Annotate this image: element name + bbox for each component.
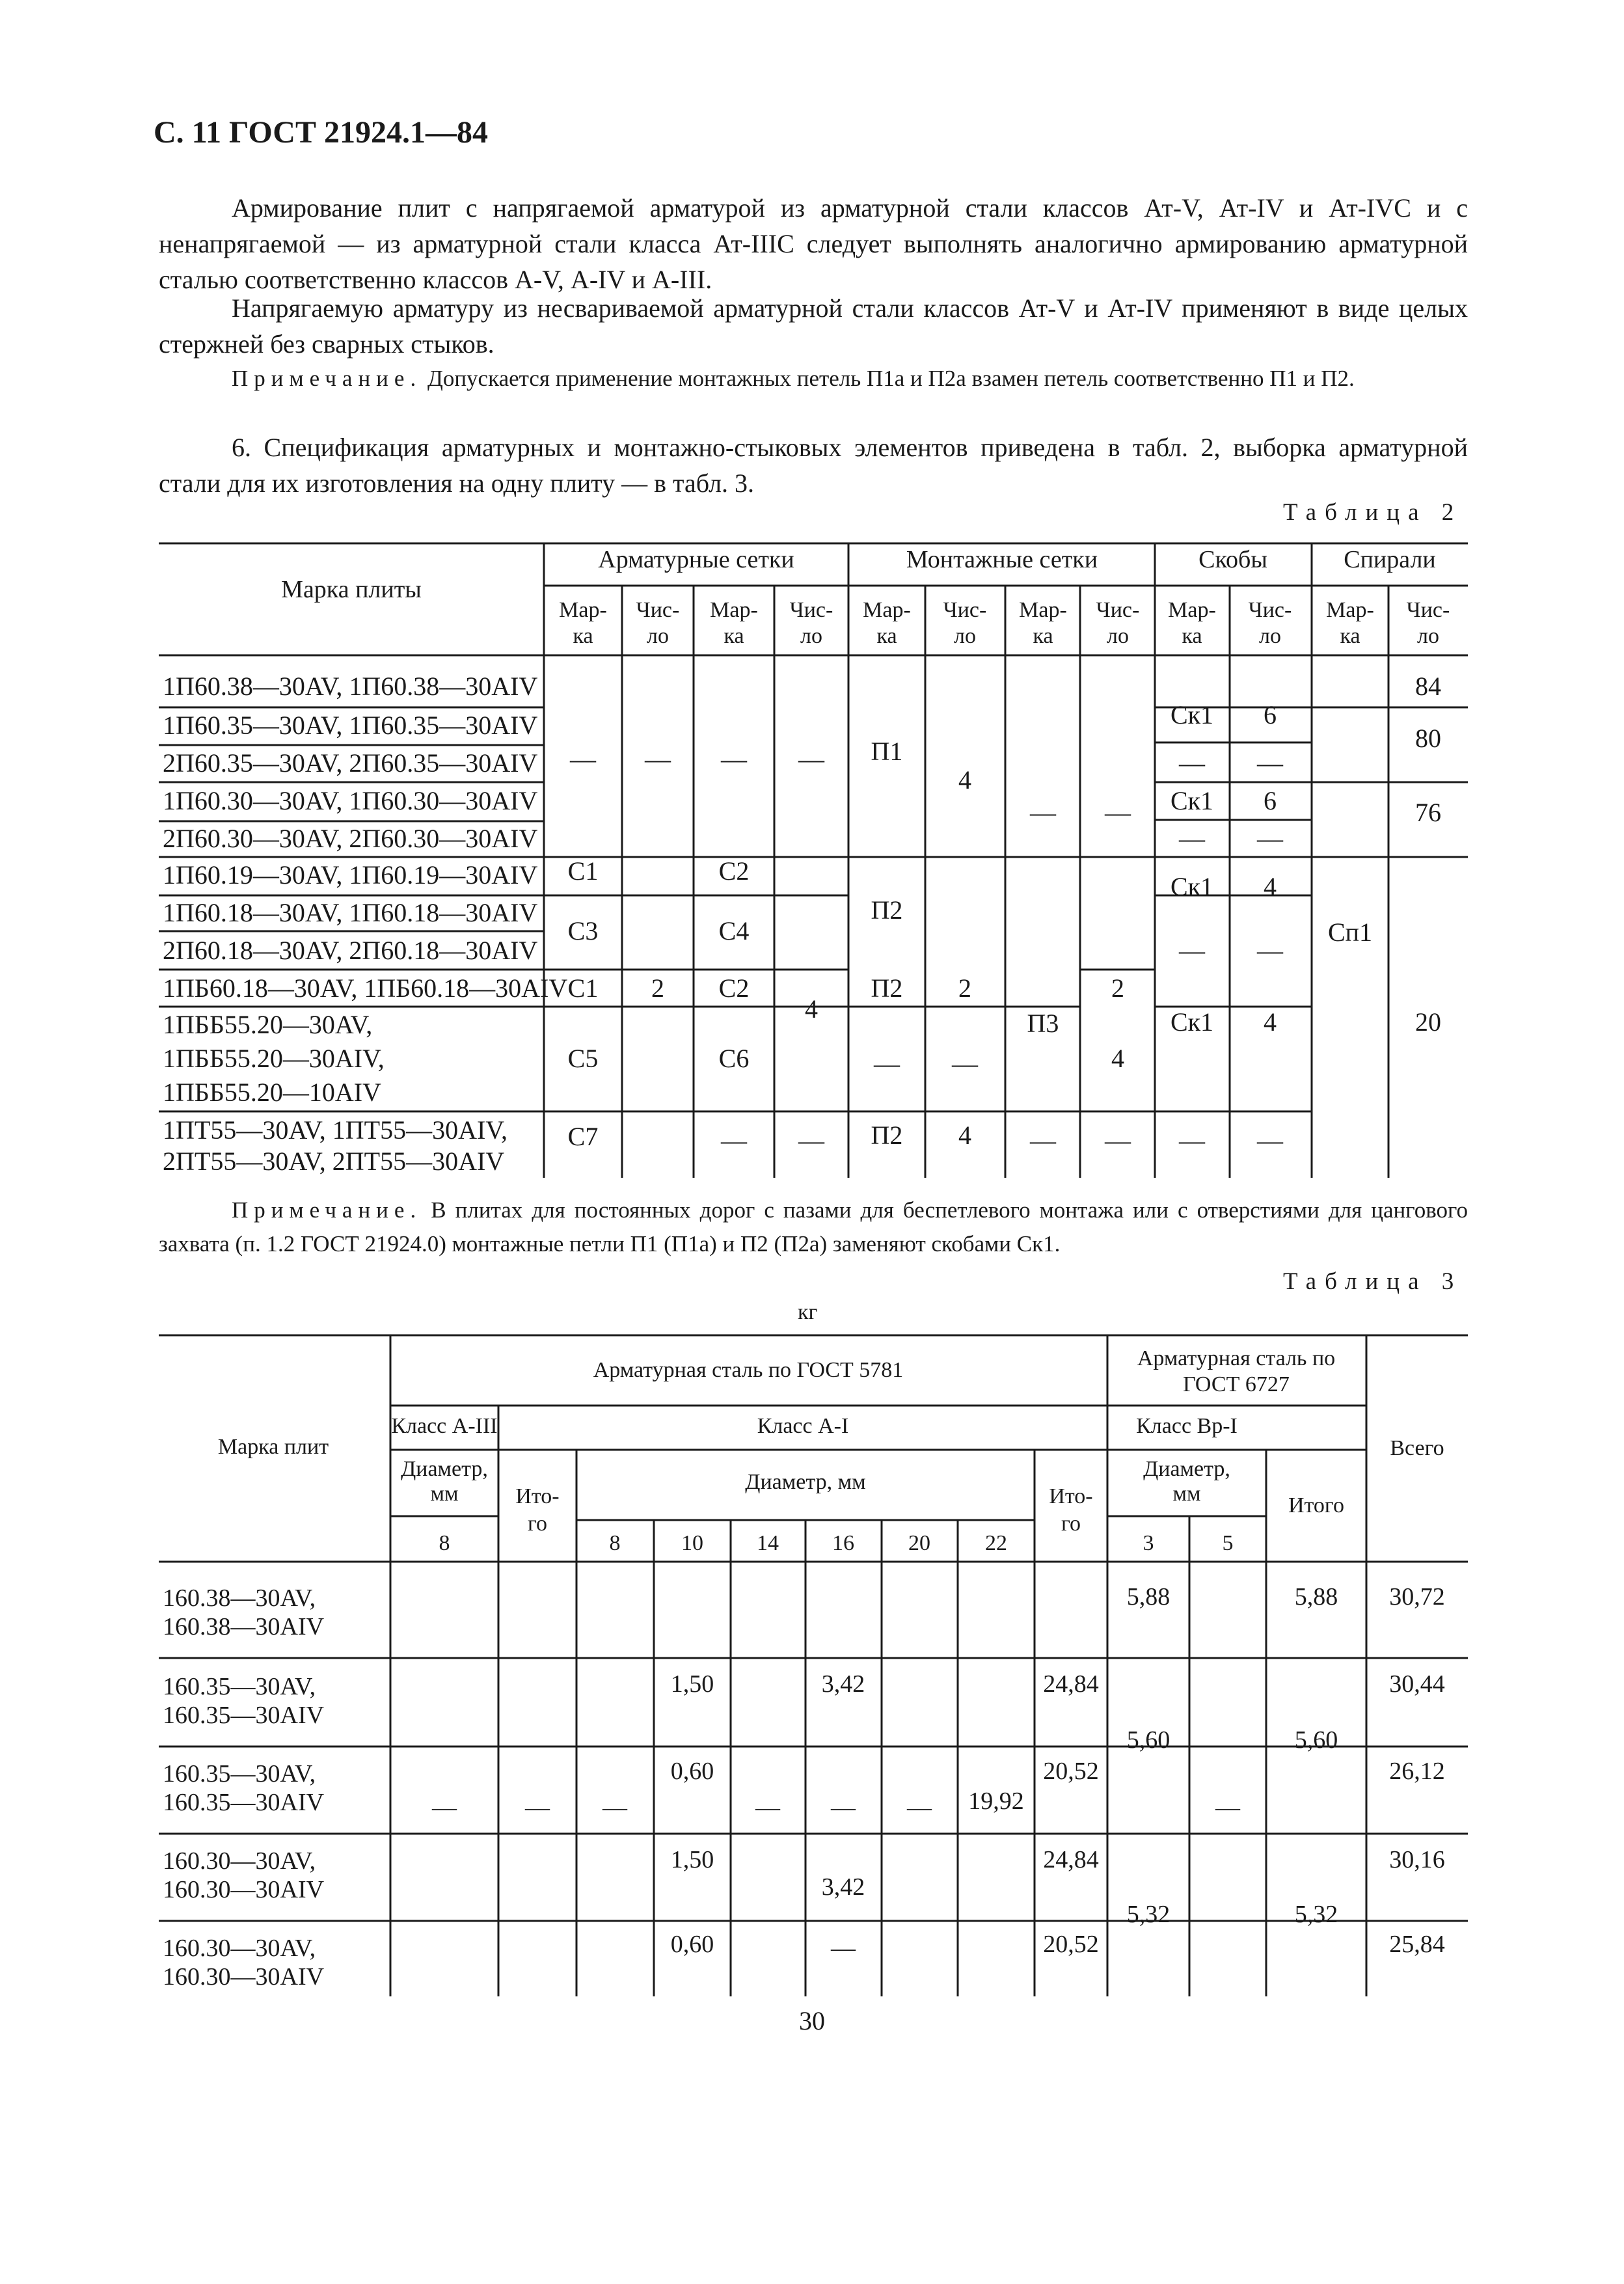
cell: — (1179, 824, 1205, 853)
subheader-marka: Мар- (1019, 598, 1067, 622)
itogo-a3-line2: го (527, 1512, 548, 1536)
cell: — (432, 1794, 457, 1821)
cell: 4 (1264, 1007, 1277, 1037)
diam-bp-line1: Диаметр, (1143, 1457, 1230, 1481)
cell: — (798, 1126, 824, 1155)
itogo-a1-line2: го (1061, 1512, 1081, 1536)
cell: 84 (1415, 672, 1441, 701)
cell: 2 (1111, 973, 1124, 1003)
table-2-row-label: 1П60.18—30AV, 1П60.18—30AIV (163, 898, 538, 927)
diam-a3-line1: Диаметр, (401, 1457, 488, 1481)
subheader-marka: ка (724, 624, 744, 648)
cell: — (1030, 798, 1056, 827)
cell: 30,44 (1389, 1670, 1445, 1698)
table-2-row-label: 1ПТ55—30AV, 1ПТ55—30AIV, (163, 1115, 508, 1145)
subheader-chislo: Чис- (943, 598, 987, 622)
cell: 1,50 (670, 1846, 714, 1873)
cell: 80 (1415, 724, 1441, 753)
note-1-text: Допускается применение монтажных петель П1а и П2а взамен петель соответственно П1 и П2. (422, 366, 1355, 391)
group-spirals: Спирали (1344, 546, 1436, 573)
table-2-row-label: 2П60.18—30AV, 2П60.18—30AIV (163, 936, 538, 965)
diam-value: 3 (1143, 1531, 1154, 1555)
page-header: С. 11 ГОСТ 21924.1—84 (154, 115, 488, 150)
subheader-marka: ка (1182, 624, 1202, 648)
cell: 4 (1111, 1044, 1124, 1073)
cell: 4 (1264, 872, 1277, 901)
table-3-caption: Таблица 3 (1283, 1268, 1463, 1295)
cell: — (1257, 1126, 1283, 1155)
diam-value: 8 (439, 1531, 450, 1555)
itogo-a3-line1: Ито- (515, 1484, 560, 1508)
cell: 6 (1264, 786, 1277, 815)
cell: — (907, 1794, 932, 1821)
table-2-row-label: 1ПББ55.20—30AV, (163, 1010, 373, 1039)
paragraph-reinforcement: Армирование плит с напрягаемой арматурой из арматурной стали классов Ат-V, Ат-IV и Ат-IVC и с ненапрягаемой — из арматурной стали класса Ат-IIIС следует выполнять аналогично армированию арматурной сталью соответственно классов А-V, А-IV и А-III. (159, 193, 1468, 294)
cell: — (721, 1126, 747, 1155)
table-2-row-label: 1П60.30—30AV, 1П60.30—30AIV (163, 786, 538, 815)
cell: — (874, 1049, 900, 1078)
table-3-unit: кг (798, 1300, 818, 1324)
itogo-a1-line1: Ито- (1049, 1484, 1093, 1508)
table-2-note-text: В плитах для постоянных дорог с пазами для беспетлевого монтажа или с отверстиями для цангового захвата (п. 1.2 ГОСТ 21924.0) монтажные петли П1 (П1а) и П2 (П2а) заменяют скобами Ск1. (159, 1197, 1468, 1257)
table-3-row-label: 160.30—30AV, (163, 1847, 316, 1875)
cell: Ск1 (1170, 872, 1214, 901)
subheader-chislo: ло (954, 624, 976, 648)
table-3-row-labels (163, 1584, 325, 1991)
paragraph-specification: 6. Спецификация арматурных и монтажно-стыковых элементов приведена в табл. 2, выборка арматурной стали для их изготовления на одну плиту — в табл. 3. (159, 433, 1468, 498)
table-3-row-label: 160.35—30AIV (163, 1702, 325, 1729)
subheader-marka: Мар- (1168, 598, 1216, 622)
cell: — (721, 744, 747, 774)
table-3-row-label: 160.38—30AV, (163, 1584, 316, 1612)
cell: — (755, 1794, 780, 1821)
cell: С1 (567, 973, 599, 1003)
table-2-row-label: 1П60.19—30AV, 1П60.19—30AIV (163, 860, 538, 890)
table-2-row-label: 2ПТ55—30AV, 2ПТ55—30AIV (163, 1147, 505, 1176)
subheader-marka: ка (573, 624, 593, 648)
diam-value: 16 (832, 1531, 854, 1555)
group-gost-6727-line2: ГОСТ 6727 (1183, 1372, 1290, 1396)
cell: Ск1 (1170, 700, 1214, 729)
group-gost-5781: Арматурная сталь по ГОСТ 5781 (593, 1358, 904, 1382)
col-total: Всего (1390, 1436, 1444, 1460)
cell: — (831, 1794, 856, 1821)
cell: — (570, 744, 596, 774)
cell: Ск1 (1170, 1007, 1214, 1037)
diam-a1: Диаметр, мм (745, 1470, 866, 1494)
cell: — (1105, 1126, 1131, 1155)
diam-bp-line2: мм (1172, 1482, 1201, 1506)
cell: Сп1 (1327, 918, 1373, 947)
cell: — (952, 1049, 978, 1078)
table-3-row-label: 160.38—30AIV (163, 1613, 325, 1640)
group-armature-nets: Арматурные сетки (598, 546, 794, 573)
cell: 24,84 (1043, 1846, 1099, 1873)
col-mark-header: Марка плиты (281, 576, 422, 603)
subheader-chislo: Чис- (1406, 598, 1450, 622)
diam-value: 20 (908, 1531, 930, 1555)
cell: 20 (1415, 1007, 1441, 1037)
cell: — (1257, 748, 1283, 778)
table-2-note-label: Примечание. (232, 1197, 422, 1223)
table-2-row-label: 1ПББ55.20—10AIV (163, 1078, 381, 1107)
cell: — (1179, 936, 1205, 965)
table-3-row-label: 160.35—30AIV (163, 1789, 325, 1816)
cell: 5,60 (1126, 1726, 1171, 1754)
cell: 30,16 (1389, 1846, 1445, 1873)
table-3-cells (431, 1583, 1445, 1962)
table-2-row-label: 2П60.30—30AV, 2П60.30—30AIV (163, 824, 538, 853)
cell: С6 (718, 1044, 750, 1073)
subheader-marka: Мар- (559, 598, 607, 622)
table-2-row-label: 1П60.35—30AV, 1П60.35—30AIV (163, 711, 538, 740)
cell: П2 (871, 973, 903, 1003)
subheader-marka: Мар- (710, 598, 758, 622)
cell: П1 (871, 737, 903, 766)
cell: 5,88 (1294, 1583, 1338, 1611)
diam-value: 10 (681, 1531, 703, 1555)
table-2-row-label: 1ПББ55.20—30AIV, (163, 1044, 385, 1073)
cell: 30,72 (1389, 1583, 1445, 1611)
cell: — (645, 744, 671, 774)
table-2-row-label: 1П60.38—30AV, 1П60.38—30AIV (163, 672, 538, 701)
cell: 26,12 (1389, 1758, 1445, 1785)
subheader-chislo: ло (647, 624, 669, 648)
cell: С1 (567, 856, 599, 886)
cell: 25,84 (1389, 1931, 1445, 1958)
table-3-row-label: 160.30—30AIV (163, 1963, 325, 1991)
cell: 4 (958, 765, 971, 795)
subheader-chislo: ло (1417, 624, 1439, 648)
cell: С7 (567, 1122, 599, 1151)
diam-value: 22 (985, 1531, 1007, 1555)
cell: — (525, 1794, 550, 1821)
cell: С4 (718, 916, 750, 945)
cell: 3,42 (821, 1670, 865, 1698)
class-a3: Класс А-III (391, 1414, 498, 1438)
cell: 2 (958, 973, 971, 1003)
cell: 5,32 (1294, 1901, 1338, 1928)
cell: 0,60 (670, 1931, 714, 1958)
subheader-marka: ка (876, 624, 897, 648)
table-2-row-label: 1ПБ60.18—30AV, 1ПБ60.18—30AIV (163, 973, 568, 1003)
cell: — (1105, 798, 1131, 827)
subheader-chislo: ло (1259, 624, 1281, 648)
cell: 24,84 (1043, 1670, 1099, 1698)
group-mounting-nets: Монтажные сетки (906, 546, 1098, 573)
class-bp1: Класс Вр-I (1136, 1414, 1238, 1438)
cell: С2 (718, 973, 750, 1003)
page-number: 30 (799, 2006, 825, 2035)
table-3-row-label: 160.35—30AV, (163, 1673, 316, 1700)
cell: — (1179, 1126, 1205, 1155)
cell: — (1030, 1126, 1056, 1155)
itogo-bp: Итого (1288, 1493, 1345, 1517)
cell: С5 (567, 1044, 599, 1073)
subheader-marka: ка (1033, 624, 1053, 648)
col-mark-header: Марка плит (217, 1435, 329, 1459)
group-brackets: Скобы (1198, 546, 1267, 573)
group-gost-6727-line1: Арматурная сталь по (1137, 1346, 1336, 1370)
note-1-label: Примечание. (232, 366, 422, 391)
table-3-row-label: 160.30—30AV, (163, 1935, 316, 1962)
subheader-marka: Мар- (863, 598, 911, 622)
cell: 4 (805, 994, 818, 1024)
cell: С2 (718, 856, 750, 886)
cell: — (1215, 1794, 1240, 1821)
cell: П3 (1027, 1009, 1059, 1038)
cell: 5,60 (1294, 1726, 1338, 1754)
subheader-chislo: Чис- (789, 598, 833, 622)
cell: 1,50 (670, 1670, 714, 1698)
subheader-chislo: ло (800, 624, 822, 648)
subheader-chislo: Чис- (1248, 598, 1292, 622)
subheader-chislo: Чис- (1096, 598, 1140, 622)
cell: 19,92 (968, 1788, 1024, 1815)
cell: Ск1 (1170, 786, 1214, 815)
cell: С3 (567, 916, 599, 945)
cell: П2 (871, 895, 903, 925)
subheader-marka: Мар- (1326, 598, 1374, 622)
table-3-row-label: 160.30—30AIV (163, 1876, 325, 1903)
cell: — (798, 744, 824, 774)
cell: — (1257, 824, 1283, 853)
cell: 20,52 (1043, 1931, 1099, 1958)
cell: 5,32 (1126, 1901, 1171, 1928)
diam-a3-line2: мм (430, 1482, 459, 1506)
diam-value: 8 (609, 1531, 621, 1555)
cell: П2 (871, 1121, 903, 1150)
subheader-marka: ка (1340, 624, 1360, 648)
subheader-chislo: ло (1107, 624, 1129, 648)
diam-value: 14 (757, 1531, 779, 1555)
table-3-row-label: 160.35—30AV, (163, 1760, 316, 1788)
cell: — (602, 1794, 627, 1821)
table-2-row-label: 2П60.35—30AV, 2П60.35—30AIV (163, 748, 538, 778)
cell: 4 (958, 1121, 971, 1150)
cell: 20,52 (1043, 1758, 1099, 1785)
cell: 6 (1264, 700, 1277, 729)
cell: — (831, 1935, 856, 1962)
cell: 5,88 (1126, 1583, 1171, 1611)
paragraph-prestressed: Напрягаемую арматуру из несвариваемой арматурной стали классов Ат-V и Ат-IV применяют в виде целых стержней без сварных стыков. (159, 293, 1468, 359)
subheader-chislo: Чис- (636, 598, 680, 622)
cell: 76 (1415, 798, 1441, 827)
cell: 3,42 (821, 1873, 865, 1901)
cell: 0,60 (670, 1758, 714, 1785)
diam-value: 5 (1222, 1531, 1234, 1555)
class-a1: Класс А-I (757, 1414, 849, 1438)
cell: — (1257, 936, 1283, 965)
cell: — (1179, 748, 1205, 778)
table-2-caption: Таблица 2 (1283, 499, 1463, 526)
cell: 2 (651, 973, 664, 1003)
